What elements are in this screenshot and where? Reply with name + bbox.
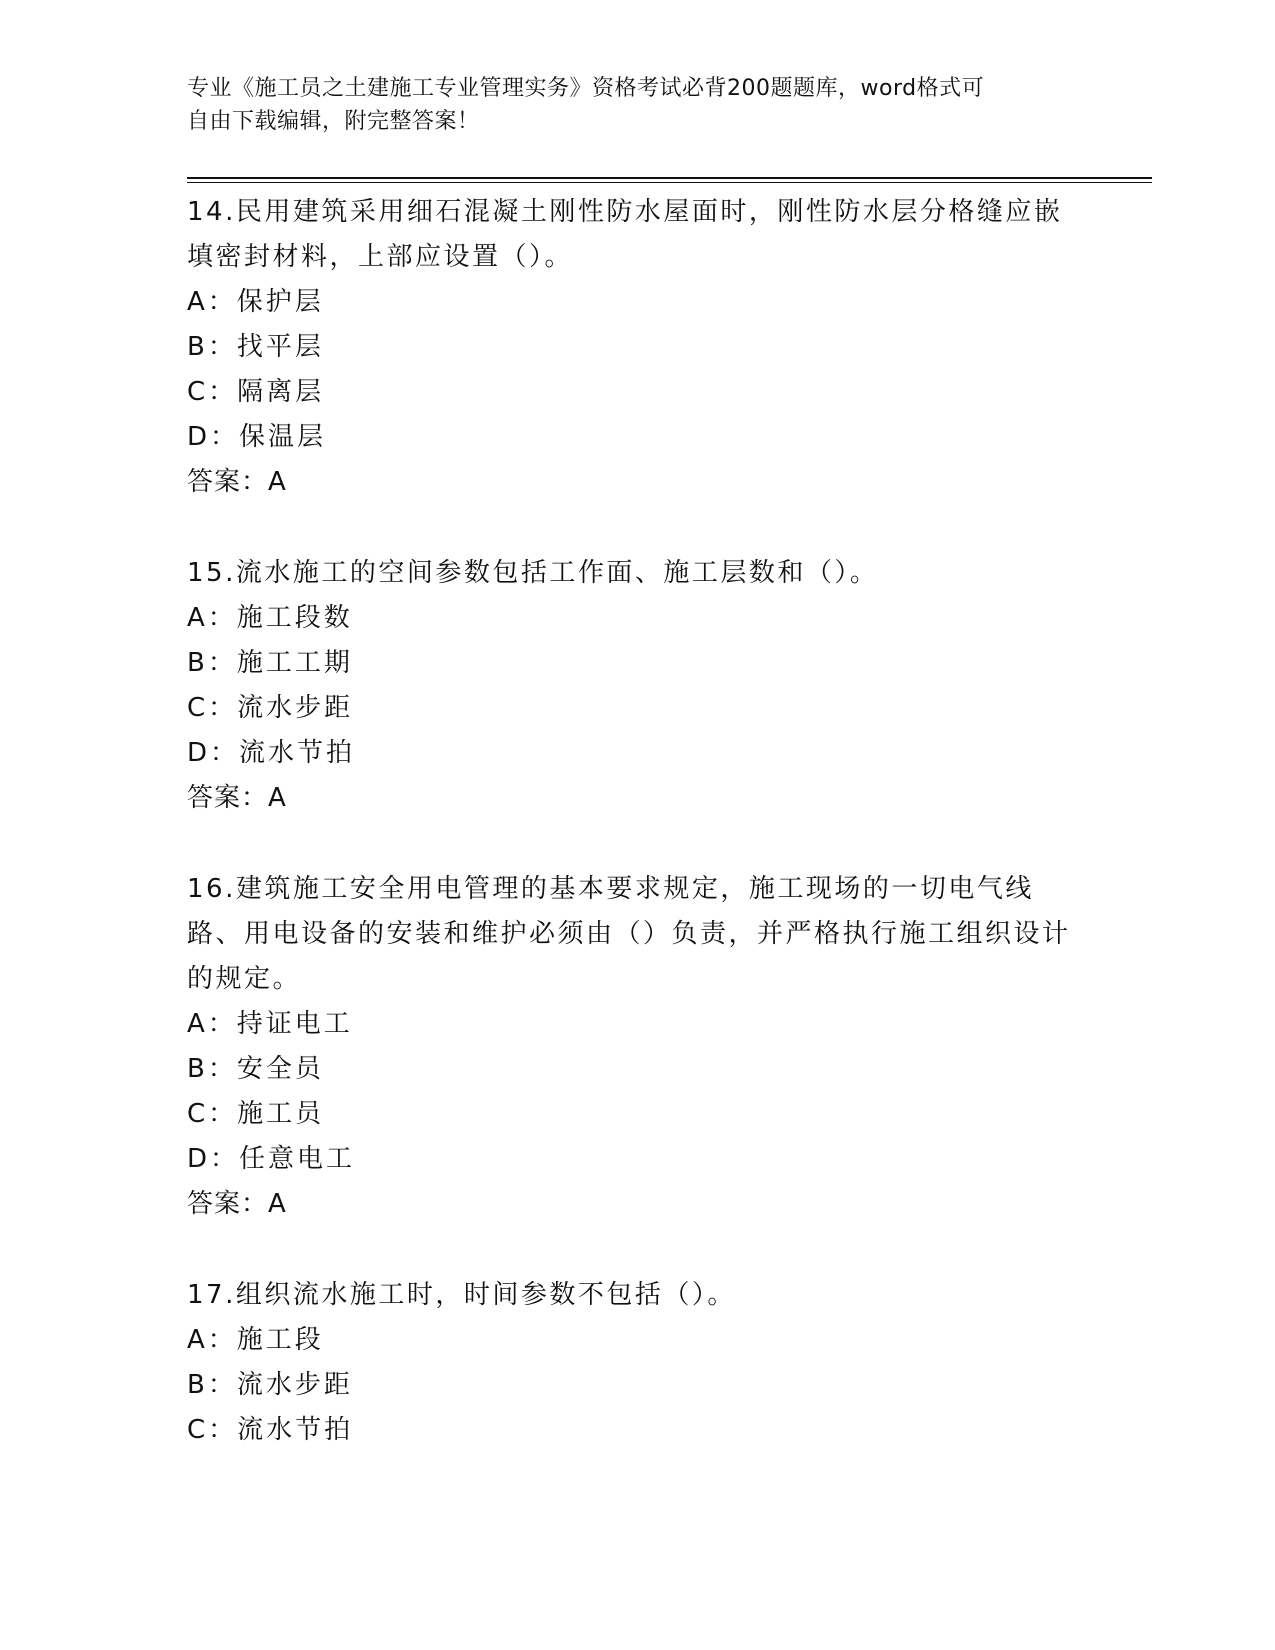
header-line-2: 自由下载编辑，附完整答案！ [187, 109, 480, 134]
option-c: C：流水步距 [187, 693, 354, 723]
option-a: A：持证电工 [187, 1009, 353, 1039]
option-c: C：隔离层 [187, 377, 325, 407]
option-d: D：保温层 [187, 422, 327, 452]
document-header [187, 72, 1067, 138]
question-15 [187, 551, 1087, 821]
header-line-1: 专业《施工员之土建施工专业管理实务》资格考试必背200题题库，word格式可 [187, 76, 985, 101]
question-stem: 17.组织流水施工时，时间参数不包括（）。 [187, 1280, 736, 1310]
option-a: A：施工段 [187, 1325, 324, 1355]
option-a: A：施工段数 [187, 603, 353, 633]
option-c: C：流水节拍 [187, 1415, 354, 1445]
option-b: B：施工工期 [187, 648, 353, 678]
option-c: C：施工员 [187, 1099, 325, 1129]
option-b: B：安全员 [187, 1054, 324, 1084]
question-stem: 15.流水施工的空间参数包括工作面、施工层数和（）。 [187, 558, 879, 588]
option-b: B：找平层 [187, 332, 324, 362]
question-14 [187, 190, 1087, 505]
question-17 [187, 1273, 1087, 1453]
header-divider-thin [187, 182, 1152, 183]
question-stem: 16.建筑施工安全用电管理的基本要求规定，施工现场的一切电气线路、用电设备的安装和维护必须由（）负责，并严格执行施工组织设计的规定。 [187, 874, 1071, 994]
question-16 [187, 867, 1087, 1227]
option-b: B：流水步距 [187, 1370, 353, 1400]
answer-line: 答案：A [187, 783, 287, 813]
header-divider-thick [187, 177, 1152, 179]
question-list [187, 190, 1087, 1499]
option-d: D：流水节拍 [187, 738, 356, 768]
answer-line: 答案：A [187, 1189, 287, 1219]
option-a: A：保护层 [187, 287, 324, 317]
question-stem: 14.民用建筑采用细石混凝土刚性防水屋面时，刚性防水层分格缝应嵌填密封材料，上部应设置（）。 [187, 197, 1063, 272]
option-d: D：任意电工 [187, 1144, 356, 1174]
answer-line: 答案：A [187, 467, 287, 497]
